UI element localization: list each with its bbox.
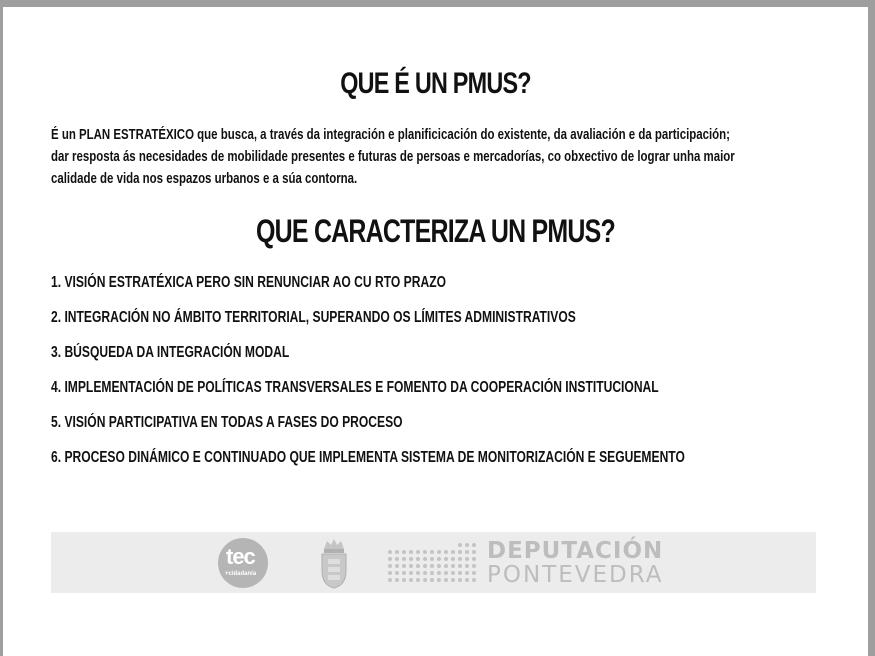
list-item: 6. PROCESO DINÁMICO E CONTINUADO QUE IMPLEMENTA SISTEMA DE MONITORIZACIÓN E SEGUEMENTO	[51, 449, 685, 466]
footer-logo-band	[51, 532, 816, 593]
list-item: 1. VISIÓN ESTRATÉXICA PERO SIN RENUNCIAR AO CU RTO PRAZO	[51, 274, 446, 291]
intro-line-3: calidade de vida nos espazos urbanos e a súa contorna.	[51, 171, 358, 187]
list-item: 2. INTEGRACIÓN NO ÁMBITO TERRITORIAL, SUPERANDO OS LÍMITES ADMINISTRATIVOS	[51, 309, 576, 326]
tec-cidadania-logo	[218, 538, 268, 588]
deputacion-label: DEPUTACIÓN	[487, 538, 664, 564]
coat-of-arms-icon	[319, 537, 349, 589]
page-title: QUE É UN PMUS?	[340, 67, 531, 100]
deputacion-dots-logo	[387, 540, 477, 586]
section-title: QUE CARACTERIZA UN PMUS?	[256, 213, 615, 249]
list-item: 4. IMPLEMENTACIÓN DE POLÍTICAS TRANSVERSALES E FOMENTO DA COOPERACIÓN INSTITUCIONAL	[51, 379, 659, 396]
characteristics-list	[51, 273, 864, 483]
tec-logo-word: tec	[226, 544, 255, 569]
list-item: 3. BÚSQUEDA DA INTEGRACIÓN MODAL	[51, 344, 290, 361]
intro-paragraph	[51, 124, 813, 190]
intro-line-1: É un PLAN ESTRATÉXICO que busca, a través da integración e planificicación do existente, da avaliación e da participación;	[51, 127, 731, 143]
tec-logo-subtext: +cidadanía	[225, 571, 257, 577]
pontevedra-label: PONTEVEDRA	[487, 562, 664, 588]
list-item: 5. VISIÓN PARTICIPATIVA EN TODAS A FASES DO PROCESO	[51, 414, 403, 431]
deputacion-pontevedra-logo	[487, 539, 664, 587]
document-page	[3, 7, 868, 656]
intro-line-2: dar resposta ás necesidades de mobilidade presentes e futuras de persoas e mercadorías, co obxectivo de lograr unha maior	[51, 149, 735, 165]
